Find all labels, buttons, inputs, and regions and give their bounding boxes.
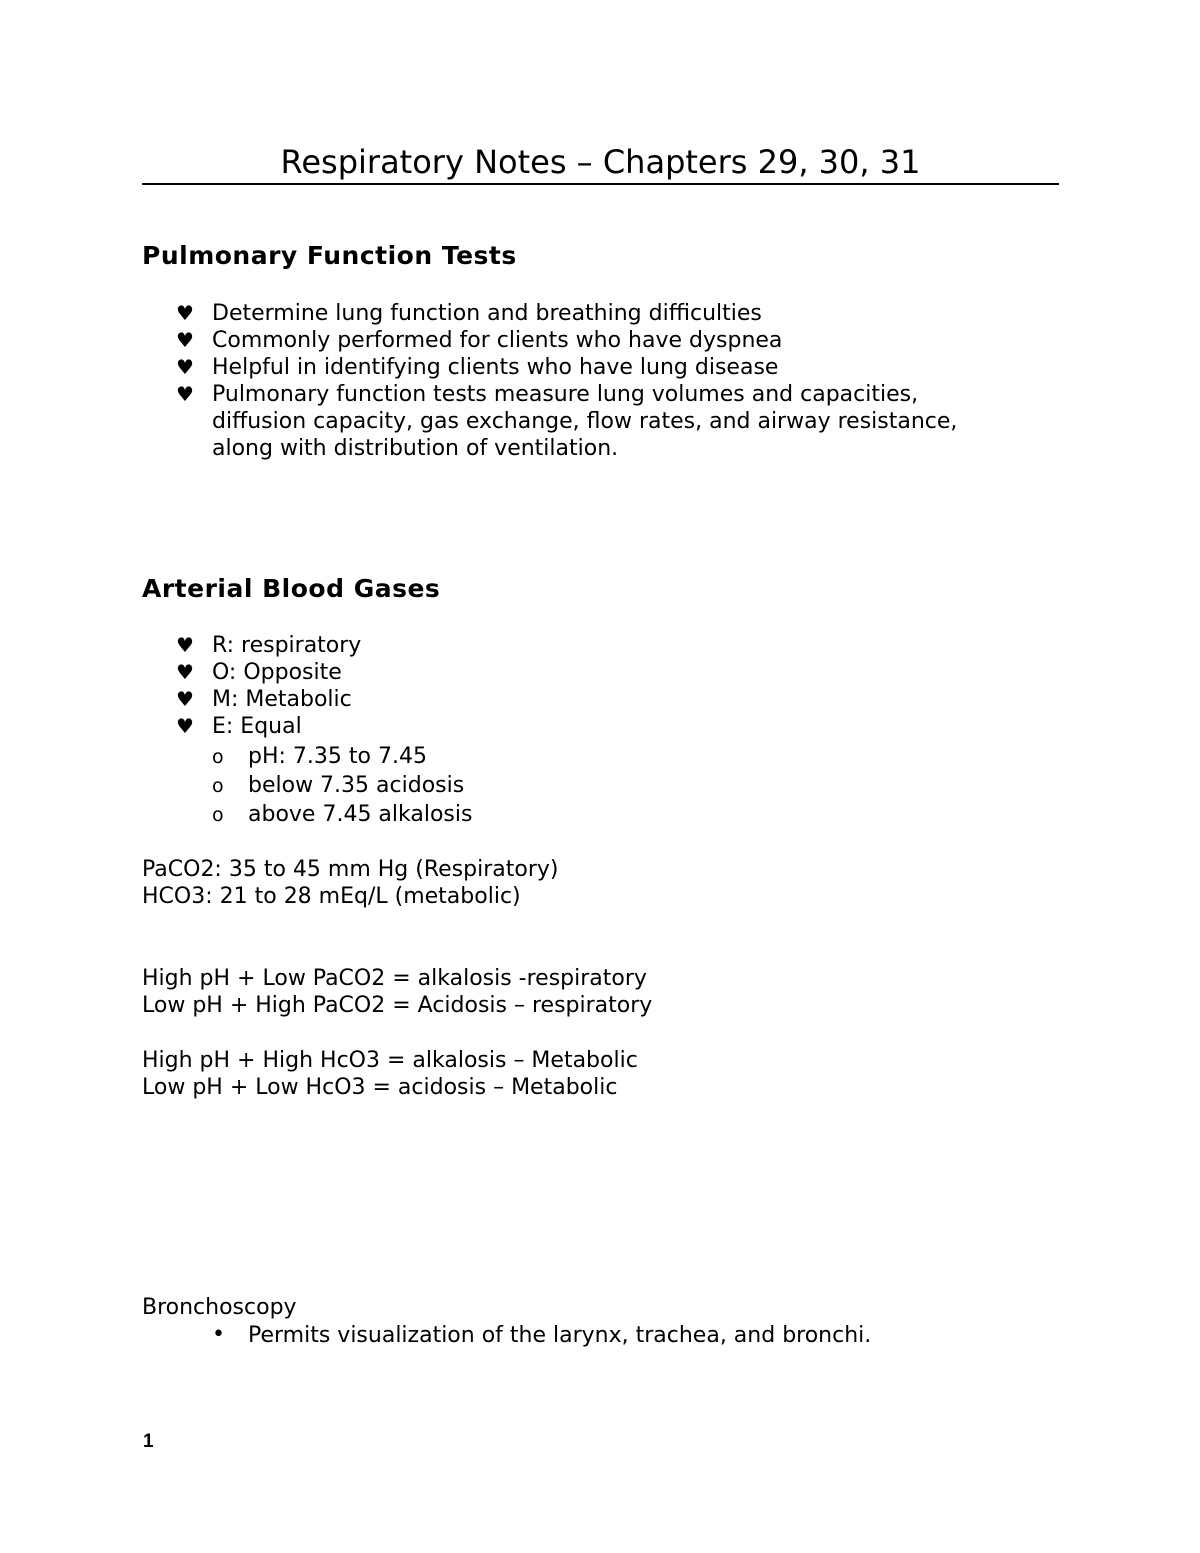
list-item-text: E: Equal xyxy=(212,714,302,739)
bronchoscopy-list xyxy=(142,1321,871,1350)
list-item-text: Determine lung function and breathing difficulties xyxy=(212,301,762,326)
heart-icon: ♥ xyxy=(176,328,194,352)
list-item-text: Helpful in identifying clients who have lung disease xyxy=(212,355,779,380)
heart-icon: ♥ xyxy=(176,301,194,325)
list-item xyxy=(142,632,361,659)
heart-icon: ♥ xyxy=(176,355,194,379)
pulmonary-list xyxy=(142,300,957,462)
list-item xyxy=(142,300,957,327)
metabolic-rule: High pH + High HcO3 = alkalosis – Metabolic xyxy=(142,1048,638,1073)
section-heading-pulmonary: Pulmonary Function Tests xyxy=(142,241,517,270)
list-item-text: Commonly performed for clients who have dyspnea xyxy=(212,328,783,353)
bullet-dot-icon: • xyxy=(212,1322,225,1347)
list-item-continuation xyxy=(142,408,957,435)
list-item-continuation xyxy=(142,435,957,462)
sublist-item-text: above 7.45 alkalosis xyxy=(248,802,473,827)
heart-icon: ♥ xyxy=(176,660,194,684)
list-item-text: Pulmonary function tests measure lung volumes and capacities, xyxy=(212,382,919,407)
sublist-item xyxy=(142,771,472,800)
abg-mnemonic-list xyxy=(142,632,361,740)
heart-icon: ♥ xyxy=(176,714,194,738)
list-item xyxy=(142,327,957,354)
list-item-text: O: Opposite xyxy=(212,660,342,685)
abg-ph-sublist xyxy=(142,742,472,829)
list-item xyxy=(142,381,957,408)
list-item-text: diffusion capacity, gas exchange, flow rates, and airway resistance, xyxy=(212,409,958,434)
list-item xyxy=(142,1321,871,1350)
circle-bullet-icon: o xyxy=(212,804,224,826)
sublist-item xyxy=(142,800,472,829)
circle-bullet-icon: o xyxy=(212,746,224,768)
list-item-text: M: Metabolic xyxy=(212,687,352,712)
list-item-text: R: respiratory xyxy=(212,633,362,658)
list-item-text: Permits visualization of the larynx, trachea, and bronchi. xyxy=(248,1323,872,1348)
page-title: Respiratory Notes – Chapters 29, 30, 31 xyxy=(280,143,921,181)
hco3-range: HCO3: 21 to 28 mEq/L (metabolic) xyxy=(142,884,521,909)
heart-icon: ♥ xyxy=(176,382,194,406)
section-heading-bronchoscopy: Bronchoscopy xyxy=(142,1295,297,1320)
page-number: 1 xyxy=(143,1431,154,1452)
metabolic-rule: Low pH + Low HcO3 = acidosis – Metabolic xyxy=(142,1075,618,1100)
paco2-range: PaCO2: 35 to 45 mm Hg (Respiratory) xyxy=(142,857,559,882)
respiratory-rule: Low pH + High PaCO2 = Acidosis – respiratory xyxy=(142,993,653,1018)
heart-icon: ♥ xyxy=(176,687,194,711)
title-underline xyxy=(142,183,1059,185)
list-item-text: along with distribution of ventilation. xyxy=(212,436,619,461)
list-item xyxy=(142,686,361,713)
sublist-item-text: below 7.35 acidosis xyxy=(248,773,465,798)
list-item xyxy=(142,713,361,740)
sublist-item xyxy=(142,742,472,771)
list-item xyxy=(142,354,957,381)
sublist-item-text: pH: 7.35 to 7.45 xyxy=(248,744,427,769)
respiratory-rule: High pH + Low PaCO2 = alkalosis -respiratory xyxy=(142,966,647,991)
section-heading-abg: Arterial Blood Gases xyxy=(142,574,441,603)
list-item xyxy=(142,659,361,686)
circle-bullet-icon: o xyxy=(212,775,224,797)
heart-icon: ♥ xyxy=(176,633,194,657)
